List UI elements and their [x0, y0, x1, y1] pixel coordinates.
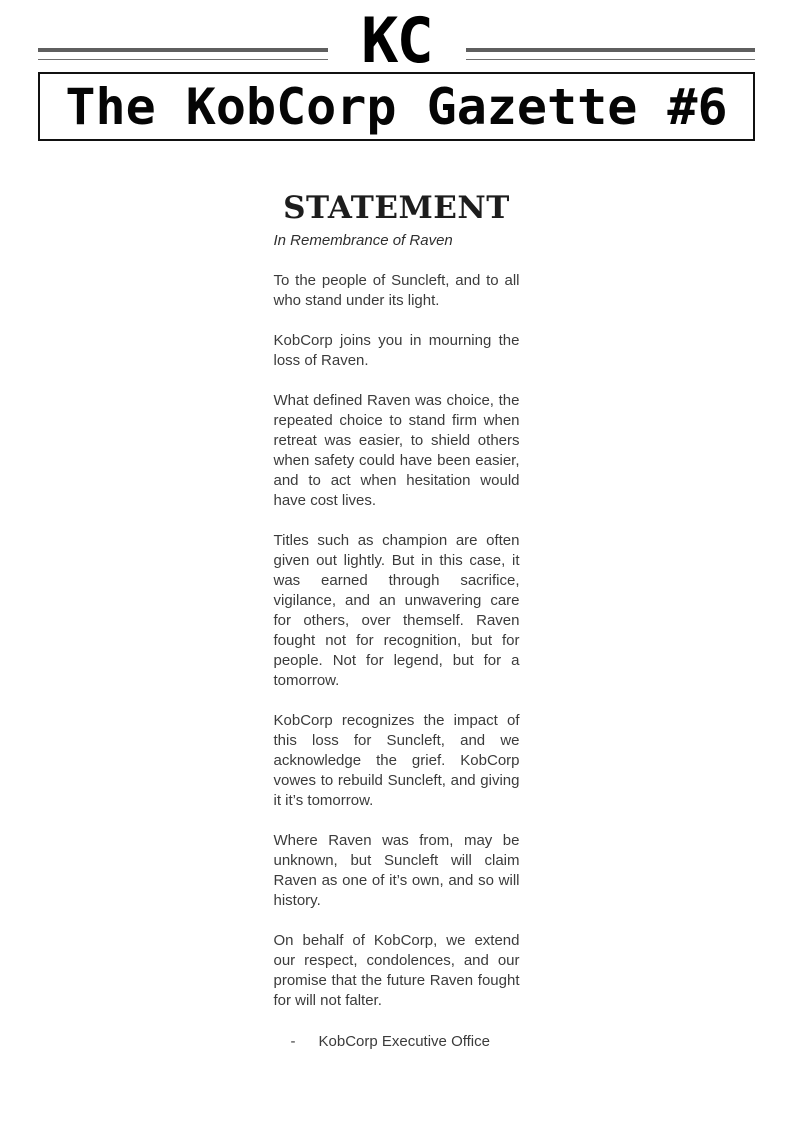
rule-thick-left: [38, 48, 328, 52]
rule-thin-right: [466, 59, 756, 60]
rule-thin-left: [38, 59, 328, 60]
masthead: [0, 0, 793, 141]
masthead-title-box: [38, 72, 755, 141]
article-signature: [274, 1032, 520, 1052]
article-subheading: In Remembrance of Raven: [273, 232, 453, 249]
masthead-title: The KobCorp Gazette #6: [65, 77, 728, 136]
article-paragraph: On behalf of KobCorp, we extend our respect, condolences, and our promise that the future Raven fought for will not falter.: [273, 932, 520, 1009]
masthead-rule-left: [38, 48, 328, 60]
masthead-rule-right: [466, 48, 756, 60]
masthead-logo-row: [38, 4, 755, 77]
signature-text: KobCorp Executive Office: [318, 1033, 490, 1050]
rule-thick-right: [466, 48, 756, 52]
article-paragraph: Where Raven was from, may be unknown, but Suncleft will claim Raven as one of it’s own, and so will history.: [273, 832, 520, 909]
article-paragraph: Titles such as champion are often given out lightly. But in this case, it was earned through sacrifice, vigilance, and an unwavering care for others, over themself. Raven fought not for recognition, but for people. Not for legend, but for a tomorrow.: [273, 532, 520, 689]
article-paragraph: To the people of Suncleft, and to all who stand under its light.: [273, 272, 520, 309]
masthead-logo: KC: [361, 4, 432, 77]
article-paragraph: KobCorp joins you in mourning the loss of Raven.: [273, 332, 520, 369]
article-paragraph: KobCorp recognizes the impact of this loss for Suncleft, and we acknowledge the grief. KobCorp vowes to rebuild Suncleft, and giving it it’s tomorrow.: [273, 712, 520, 809]
article-paragraph: What defined Raven was choice, the repeated choice to stand firm when retreat was easier, to shield others when safety could have been easier, and to act when hesitation would have cost lives.: [273, 392, 520, 509]
article-heading: STATEMENT: [283, 190, 510, 226]
article-column: [274, 190, 520, 1052]
signature-dash: -: [290, 1033, 296, 1050]
